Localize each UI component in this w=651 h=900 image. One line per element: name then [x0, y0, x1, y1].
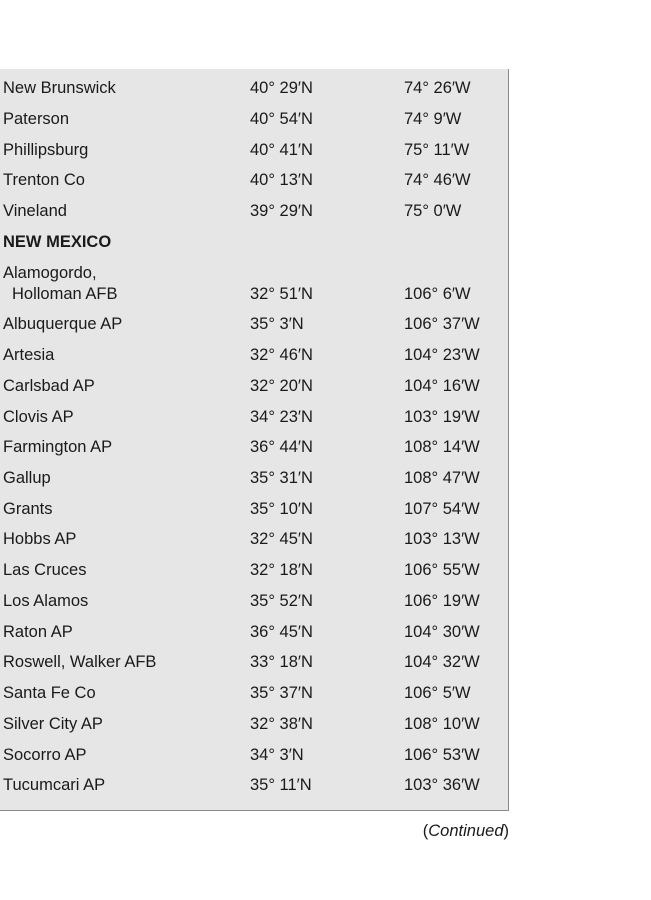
city-name: Tucumcari AP [3, 776, 106, 794]
longitude: 106° 55′W [404, 561, 480, 579]
longitude: 74° 9′W [404, 110, 462, 128]
city-name: Phillipsburg [3, 141, 89, 159]
city-name: Clovis AP [3, 408, 74, 426]
continued-close-paren: ) [503, 822, 509, 840]
latitude: 32° 45′N [250, 530, 313, 548]
latitude: 33° 18′N [250, 653, 313, 671]
latitude: 35° 31′N [250, 469, 313, 487]
location-table [0, 69, 509, 811]
longitude: 103° 13′W [404, 530, 480, 548]
latitude: 34° 3′N [250, 746, 304, 764]
city-name: Paterson [3, 110, 70, 128]
longitude: 74° 26′W [404, 79, 471, 97]
continued-open-paren: ( [422, 822, 429, 840]
longitude: 106° 19′W [404, 592, 480, 610]
longitude: 74° 46′W [404, 171, 471, 189]
longitude: 107° 54′W [404, 500, 480, 518]
continued-label: Continued [428, 822, 504, 840]
longitude: 108° 47′W [404, 469, 480, 487]
longitude: 103° 36′W [404, 776, 480, 794]
longitude: 75° 0′W [404, 202, 462, 220]
longitude: 104° 16′W [404, 377, 480, 395]
latitude: 32° 38′N [250, 715, 313, 733]
longitude: 108° 14′W [404, 438, 480, 456]
city-name: Albuquerque AP [3, 315, 123, 333]
longitude: 104° 32′W [404, 653, 480, 671]
latitude: 32° 51′N [250, 285, 313, 303]
city-name: Los Alamos [3, 592, 89, 610]
latitude: 35° 11′N [250, 776, 312, 794]
city-name: Raton AP [3, 623, 73, 641]
longitude: 106° 5′W [404, 684, 471, 702]
latitude: 35° 37′N [250, 684, 313, 702]
longitude: 106° 6′W [404, 285, 471, 303]
city-name: Alamogordo, [3, 264, 97, 282]
longitude: 106° 37′W [404, 315, 480, 333]
latitude: 40° 41′N [250, 141, 313, 159]
latitude: 40° 13′N [250, 171, 313, 189]
latitude: 35° 3′N [250, 315, 304, 333]
city-name: Santa Fe Co [3, 684, 96, 702]
city-name: Carlsbad AP [3, 377, 95, 395]
latitude: 40° 54′N [250, 110, 313, 128]
latitude: 32° 46′N [250, 346, 313, 364]
city-name: Socorro AP [3, 746, 87, 764]
city-name: Artesia [3, 346, 55, 364]
latitude: 36° 45′N [250, 623, 313, 641]
latitude: 40° 29′N [250, 79, 313, 97]
city-name: Vineland [3, 202, 67, 220]
longitude: 106° 53′W [404, 746, 480, 764]
city-name: Roswell, Walker AFB [3, 653, 157, 671]
latitude: 36° 44′N [250, 438, 313, 456]
longitude: 108° 10′W [404, 715, 480, 733]
latitude: 39° 29′N [250, 202, 313, 220]
city-name-continued: Holloman AFB [12, 285, 118, 303]
longitude: 103° 19′W [404, 408, 480, 426]
longitude: 104° 23′W [404, 346, 480, 364]
city-name: Hobbs AP [3, 530, 77, 548]
city-name: New Brunswick [3, 79, 116, 97]
city-name: Grants [3, 500, 53, 518]
city-name: Las Cruces [3, 561, 87, 579]
latitude: 32° 18′N [250, 561, 313, 579]
longitude: 104° 30′W [404, 623, 480, 641]
city-name: Farmington AP [3, 438, 113, 456]
longitude: 75° 11′W [404, 141, 470, 159]
city-name: Silver City AP [3, 715, 103, 733]
city-name: Gallup [3, 469, 51, 487]
continued-note [423, 821, 509, 842]
city-name: Trenton Co [3, 171, 85, 189]
latitude: 34° 23′N [250, 408, 313, 426]
latitude: 35° 10′N [250, 500, 313, 518]
latitude: 35° 52′N [250, 592, 313, 610]
state-name: NEW MEXICO [3, 233, 112, 251]
latitude: 32° 20′N [250, 377, 313, 395]
